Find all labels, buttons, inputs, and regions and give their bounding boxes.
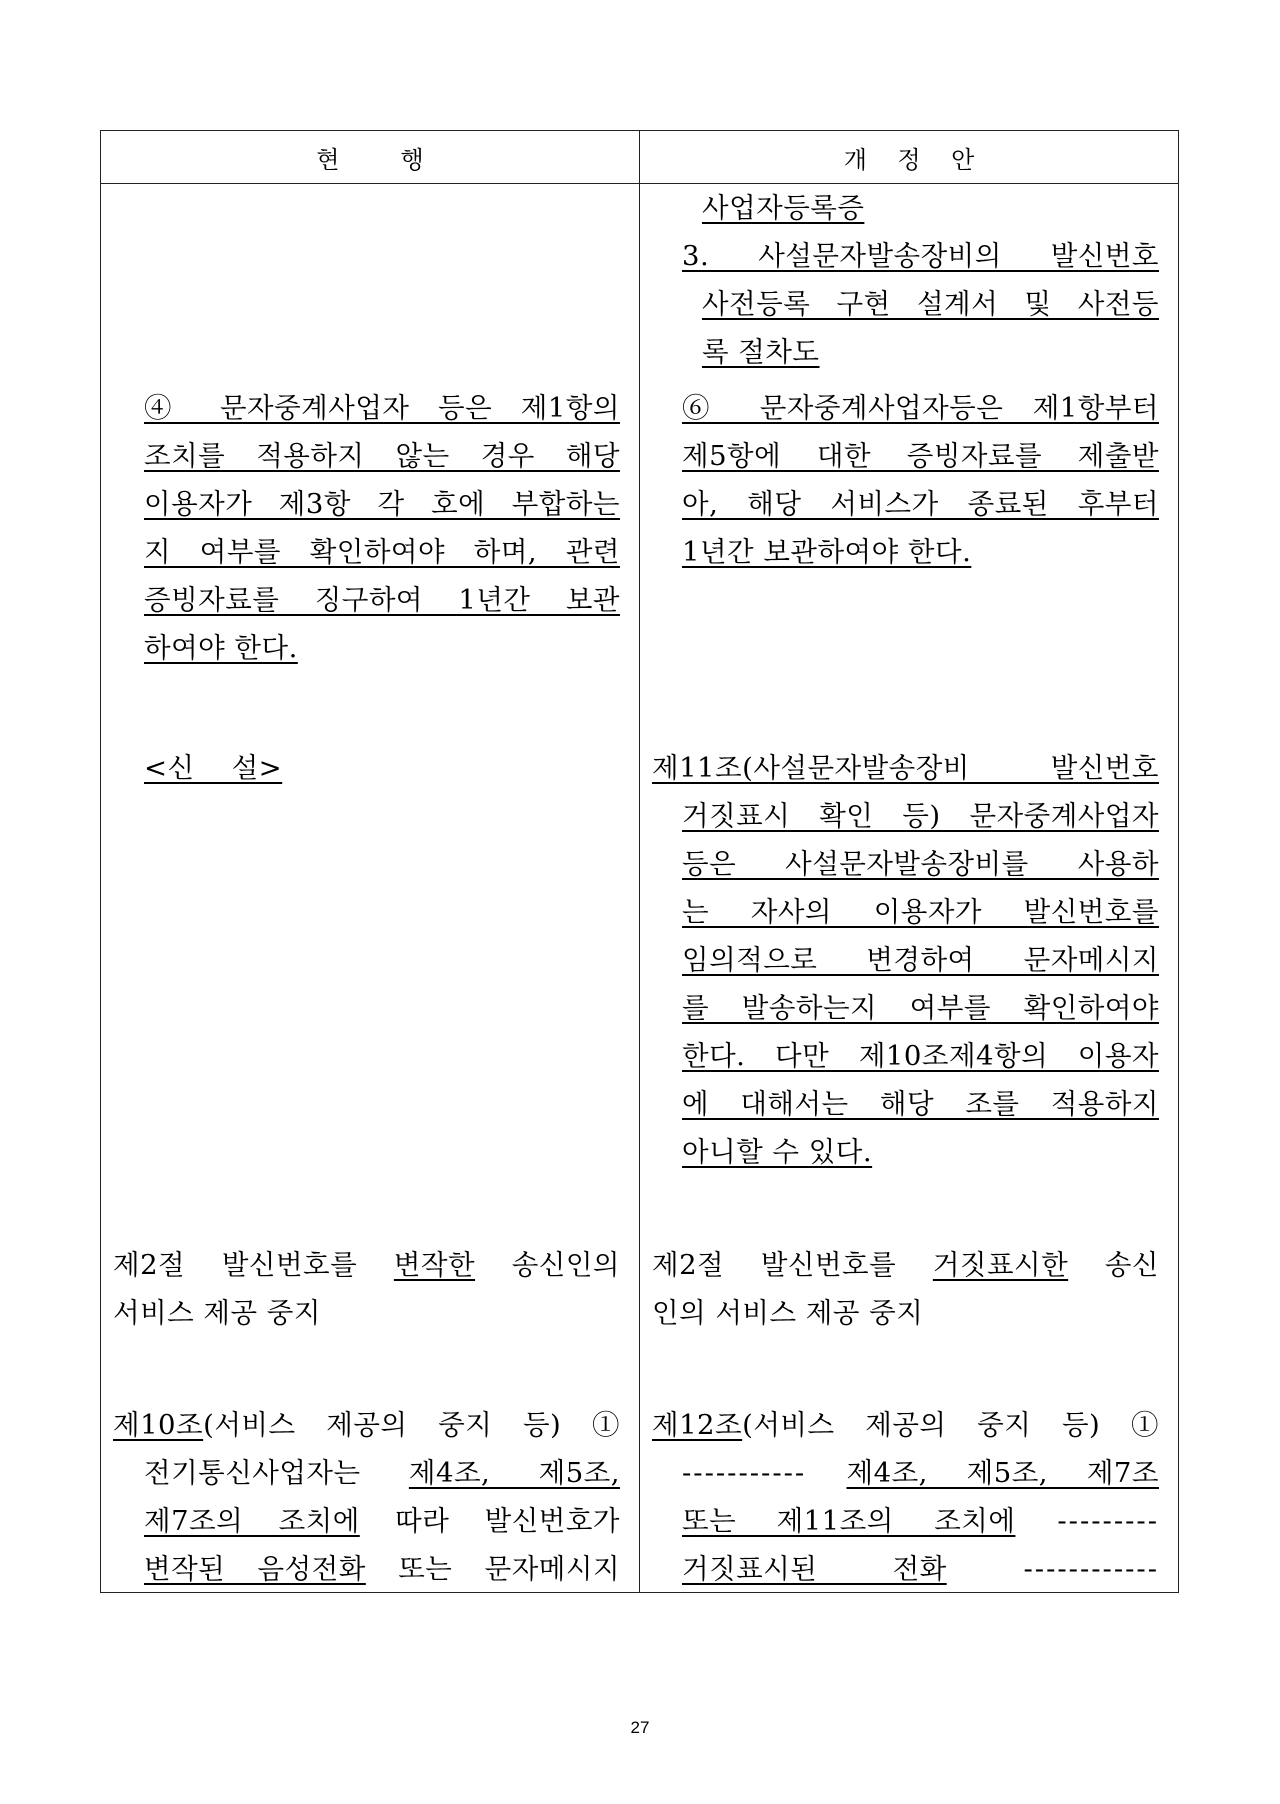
text-line: 한다. 다만 제10조제4항의 이용자: [682, 1040, 1159, 1072]
comparison-table: [100, 130, 1179, 1593]
proposed-column: [640, 184, 1179, 1593]
text-line: 등은 사설문자발송장비를 사용하: [682, 848, 1159, 880]
proposed-section-heading: 제2절 발신번호를 거짓표시한 송신 인의 서비스 제공 중지: [652, 1249, 1159, 1329]
text-line: 제5항에 대한 증빙자료를 제출받: [682, 440, 1159, 472]
text-line: 증빙자료를 징구하여 1년간 보관: [144, 584, 620, 616]
proposed-top-items: [682, 184, 1159, 376]
text-line: ⑥ 문자중계사업자등은 제1항부터: [682, 392, 1159, 424]
proposed-article-12: 제12조(서비스 제공의 중지 등) ① ----------- 제4조, 제5조, 제7조 또는 제11조의 조치에 --------- 거짓표시된 전화 ------------: [652, 1409, 1160, 1585]
text-line: 사업자등록증: [702, 192, 865, 224]
proposed-article-11: [652, 744, 1159, 1176]
text-line: 제11조(사설문자발송장비 발신번호: [652, 752, 1159, 784]
text-line: 지 여부를 확인하여야 하며, 관련: [144, 536, 620, 568]
text-line: 사전등록 구현 설계서 및 사전등: [702, 288, 1159, 320]
text-line: 임의적으로 변경하여 문자메시지: [682, 944, 1159, 976]
text-line: 조치를 적용하지 않는 경우 해당: [144, 440, 620, 472]
new-provision-mark: <신 설>: [144, 752, 283, 784]
text-line: 3. 사설문자발송장비의 발신번호: [682, 240, 1159, 272]
text-line: 아, 해당 서비스가 종료된 후부터: [682, 488, 1159, 520]
text-line: 이용자가 제3항 각 호에 부합하는: [144, 488, 620, 520]
text-line: 거짓표시 확인 등) 문자중계사업자: [682, 800, 1159, 832]
text-line: 를 발송하는지 여부를 확인하여야: [682, 992, 1159, 1024]
text-line: 는 자사의 이용자가 발신번호를: [682, 896, 1159, 928]
text-line: 에 대해서는 해당 조를 적용하지: [682, 1088, 1159, 1120]
table-body-row: [101, 184, 1179, 1593]
header-proposed: 개 정 안: [640, 131, 1179, 184]
table-header-row: [101, 131, 1179, 184]
page-number: 27: [630, 1718, 650, 1737]
header-current: 현 행: [101, 131, 640, 184]
text-line: 아니할 수 있다.: [682, 1136, 873, 1168]
text-line: ④ 문자중계사업자 등은 제1항의: [144, 392, 620, 424]
current-paragraph-4: [144, 384, 620, 672]
text-line: 록 절차도: [702, 336, 820, 368]
text-line: 하여야 한다.: [144, 632, 298, 664]
proposed-paragraph-6: [682, 384, 1159, 576]
text-line: 1년간 보관하여야 한다.: [682, 536, 972, 568]
current-article-10: 제10조(서비스 제공의 중지 등) ① 전기통신사업자는 제4조, 제5조, 제7조의 조치에 따라 발신번호가 변작된 음성전화 또는 문자메시지: [113, 1409, 621, 1585]
current-column: [101, 184, 640, 1593]
current-section-heading: 제2절 발신번호를 변작한 송신인의 서비스 제공 중지: [113, 1249, 620, 1329]
